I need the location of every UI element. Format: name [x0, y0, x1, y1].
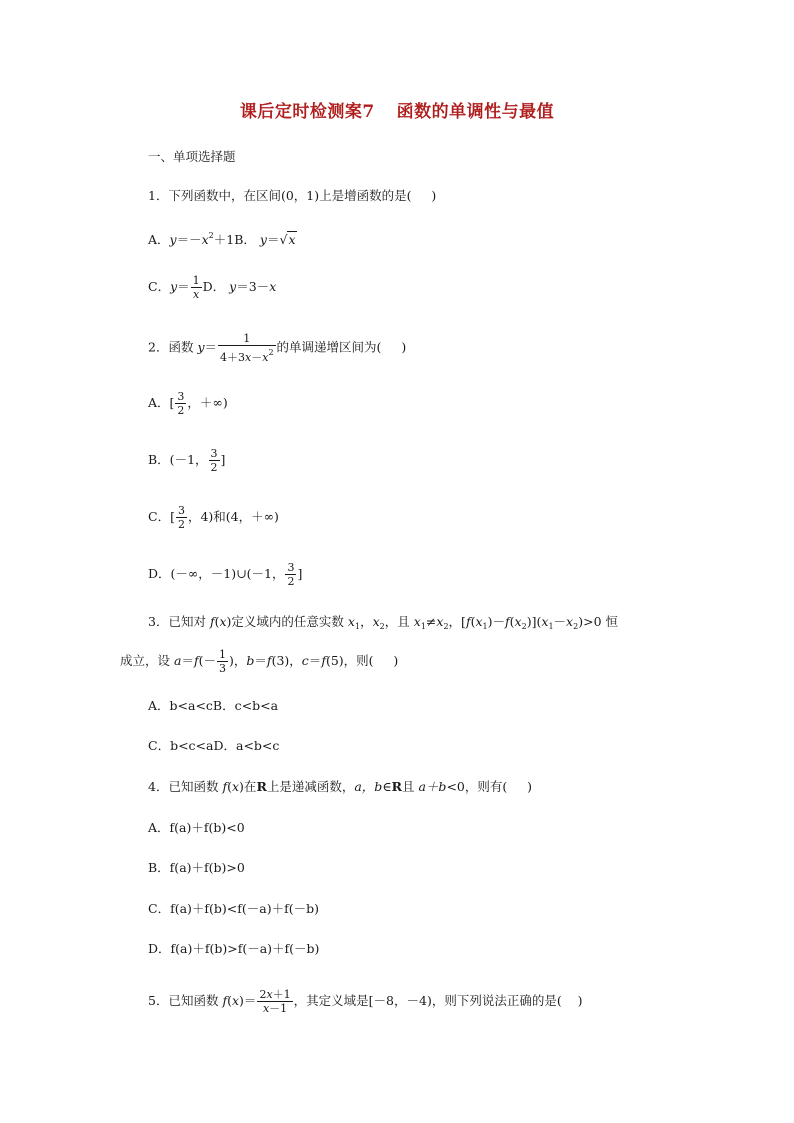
q3-eq: ＝: [181, 653, 194, 668]
q2-den-exp: 2: [268, 348, 274, 357]
q2-den-mid: －: [251, 351, 263, 364]
q3-comma: ，: [360, 614, 373, 629]
q5-pre: 5．已知函数: [148, 993, 219, 1008]
q1-option-ab: [148, 226, 297, 250]
q1-stem: [148, 186, 436, 206]
q3-a: a: [174, 653, 182, 668]
q1-opt-b-eq: ＝: [266, 232, 280, 247]
fraction: [217, 648, 228, 675]
q4-option-d: D．f(a)＋f(b)>f(－a)＋f(－b): [148, 941, 320, 956]
fraction-numerator: 3: [287, 561, 295, 574]
title-part2: 函数的单调性与最值: [396, 102, 555, 122]
fraction: [257, 988, 292, 1015]
q3-f5: (5)，则(: [325, 653, 374, 668]
q2-opt-a-post: ，＋∞): [187, 395, 228, 410]
q4-ab: a，b: [354, 779, 383, 794]
fraction: [218, 332, 276, 364]
q3-fc: f: [321, 653, 326, 668]
fraction: [285, 561, 296, 588]
q2-stem: [148, 332, 406, 364]
q2-opt-c-pre: C．[: [148, 509, 175, 524]
q3-stem-line2: 成立，设 a＝f(－ $\frac{1}{3}$ )，b＝f(3)，c＝f(5)，则( ): [120, 648, 399, 675]
q4-stem: 4．已知函数 f(x)在R上是递减函数，a，b∈R且 a＋b<0，则有( ): [148, 779, 533, 794]
q3-x1c: x: [541, 614, 549, 629]
q1-opt-c-y: y: [170, 279, 178, 294]
q3-c: c: [301, 653, 309, 668]
q3-x2: x: [372, 614, 380, 629]
q1-opt-a-y: y: [169, 232, 177, 247]
q5-num-x: x: [266, 988, 273, 1001]
q3-xa: x: [413, 614, 421, 629]
q3-stem-line1: 3．已知对 f(x)定义域内的任意实数 $x_1$，$x_2$，且 $x_1\ne x_2$，$[f(x_1)-f(x_2)](x_1-x_2)>0$ 恒: [148, 614, 618, 631]
q4-stem-b: 在: [243, 779, 257, 794]
fraction-numerator: 3: [210, 447, 218, 460]
q1-opt-d-eq: ＝3－: [236, 279, 270, 294]
fraction-denominator: 2: [287, 575, 295, 588]
q4-x: x: [231, 779, 240, 794]
q3-neq: ≠: [425, 614, 437, 629]
q5-stem: 5．已知函数 f(x)＝ $\frac{2x+1}{x-1}$ ，其定义域是[－8，－4)，则下列说法正确的是( ): [148, 988, 583, 1015]
q3-x2b: x: [514, 614, 522, 629]
page-title: [0, 97, 794, 122]
q3-xb-sub: 2: [443, 622, 449, 631]
q3-l1-a: 3．已知对: [148, 614, 206, 629]
fraction-denominator: 2: [177, 518, 185, 531]
q2-opt-d-post: ]: [297, 566, 303, 581]
q4-r: R: [256, 779, 267, 794]
fraction-denominator: 3: [219, 662, 226, 675]
fraction-numerator: 1: [192, 274, 200, 287]
q1-stem-close: ): [431, 188, 437, 203]
q2-den-x2: x: [262, 351, 269, 364]
q5-den-post: －1: [269, 1002, 288, 1015]
q1-opt-d-label: D．: [202, 279, 226, 294]
q1-opt-a-x: x: [201, 232, 209, 247]
q1-opt-a-rest: ＋1B．: [213, 232, 256, 247]
q5-num-post: ＋1: [272, 988, 291, 1001]
q2-pre: 2．函数: [148, 339, 194, 355]
q3-option-cd: C．b<c<aD．a<b<c: [148, 738, 280, 753]
q4-option-b: B．f(a)＋f(b)>0: [148, 860, 245, 875]
q2-opt-c-post: ，4)和(4，＋∞): [187, 509, 279, 524]
fraction-denominator: 2: [177, 404, 185, 417]
q3-l1-f: >0 恒: [583, 614, 618, 629]
q2-option-b: [148, 447, 225, 474]
q3-x1b-sub: 1: [482, 622, 488, 631]
q3-option-ab: A．b<a<cB．c<b<a: [148, 698, 279, 713]
q2-eq: ＝: [204, 339, 218, 355]
q3-l1-b: 定义域内的任意实数: [231, 614, 344, 629]
q1-opt-b-x: x: [288, 232, 296, 247]
fraction-numerator: [257, 988, 292, 1001]
q3-x2c: x: [566, 614, 574, 629]
q2-opt-d-pre: D．(－∞，－1)∪(－1，: [148, 566, 285, 581]
fraction: [209, 447, 220, 474]
fraction-denominator: [218, 345, 276, 364]
fraction-numerator: 3: [177, 504, 185, 517]
q1-stem-text: 1．下列函数中，在区间(0，1)上是增函数的是(: [148, 188, 412, 203]
q3-xa-sub: 1: [420, 622, 426, 631]
q3-x2c-sub: 2: [573, 622, 579, 631]
q3-s2: 2: [379, 622, 385, 631]
title-part1: 课后定时检测案7: [239, 102, 375, 122]
q2-opt-b-pre: B．(－1，: [148, 452, 208, 467]
q3-x: x: [219, 614, 227, 629]
fraction: [176, 504, 187, 531]
q4-stem-c: 上是递减函数，: [266, 779, 355, 794]
q3-l2-a: 成立，设: [120, 653, 171, 668]
q3-x2b-sub: 2: [521, 622, 527, 631]
q3-close: ): [393, 653, 399, 668]
q1-opt-a-exp: 2: [208, 231, 214, 240]
q5-num-pre: 2: [259, 988, 267, 1001]
q5-eq: ＝: [243, 993, 257, 1008]
fraction-numerator: 1: [219, 648, 226, 661]
q3-l1-e: ]: [531, 614, 537, 629]
q2-option-a: [148, 390, 228, 417]
q1-opt-a-eq: ＝－: [176, 232, 202, 247]
fraction: [175, 390, 186, 417]
q3-xb: x: [436, 614, 444, 629]
q1-opt-d-x: x: [269, 279, 277, 294]
sqrt-sign: √: [279, 232, 288, 247]
q4-f: f: [222, 779, 228, 794]
section-heading: 一、单项选择题: [148, 149, 236, 164]
q1-opt-c-eq: ＝: [177, 279, 190, 294]
q3-l1-d: ，[: [448, 614, 466, 629]
q2-opt-b-post: ]: [220, 452, 226, 467]
q4-stem-a: 4．已知函数: [148, 779, 219, 794]
q2-opt-a-pre: A．[: [148, 395, 175, 410]
q1-option-cd: [148, 274, 276, 301]
q3-s1: 1: [354, 622, 361, 631]
q3-x1: x: [347, 614, 355, 629]
fraction-denominator: [257, 1001, 292, 1015]
q4-option-a: A．f(a)＋f(b)<0: [148, 820, 245, 835]
q3-b: b: [246, 653, 255, 668]
q4-r2: R: [391, 779, 402, 794]
q3-fa: f: [193, 653, 199, 668]
q2-den-pre: 4＋3: [220, 351, 246, 364]
q5-post: ，其定义域是[－8，－4)，则下列说法正确的是(: [293, 993, 562, 1008]
q4-stem-f: <0，则有(: [446, 779, 508, 794]
q4-stem-e: 且: [401, 779, 415, 794]
fraction-denominator: 2: [210, 461, 218, 474]
q5-close: ): [577, 993, 583, 1008]
q4-sum: a＋b: [418, 779, 447, 794]
q2-close: ): [401, 339, 407, 355]
q2-den-x: x: [245, 351, 252, 364]
q4-option-c: C．f(a)＋f(b)<f(－a)＋f(－b): [148, 901, 319, 916]
fraction-denominator: x: [191, 287, 202, 301]
q3-x1b: x: [475, 614, 483, 629]
fraction-numerator: 3: [177, 390, 185, 403]
fraction-numerator: 1: [243, 332, 251, 345]
q1-opt-a-label: A．: [148, 232, 170, 247]
q3-x1c-sub: 1: [548, 622, 554, 631]
q4-close: ): [527, 779, 533, 794]
q2-option-d: [148, 561, 302, 588]
q4-stem-d: ∈: [382, 779, 392, 794]
q1-opt-b-y: y: [259, 232, 267, 247]
q1-opt-c-label: C．: [148, 279, 171, 294]
q2-post: 的单调递增区间为(: [276, 339, 382, 355]
q3-fb: f: [266, 653, 272, 668]
q1-opt-d-y: y: [229, 279, 237, 294]
q2-y: y: [197, 339, 205, 355]
q5-den-x: x: [262, 1002, 270, 1015]
q3-fx2: f: [505, 614, 510, 629]
fraction: [191, 274, 202, 301]
q3-f: f: [209, 614, 215, 629]
q3-l1-c: ，且: [384, 614, 410, 629]
q3-f3: (3)，: [271, 653, 302, 668]
q2-option-c: [148, 504, 279, 531]
sqrt-symbol: [279, 230, 296, 250]
q5-x: x: [231, 993, 240, 1008]
q3-fx1: f: [465, 614, 471, 629]
q5-f: f: [222, 993, 228, 1008]
